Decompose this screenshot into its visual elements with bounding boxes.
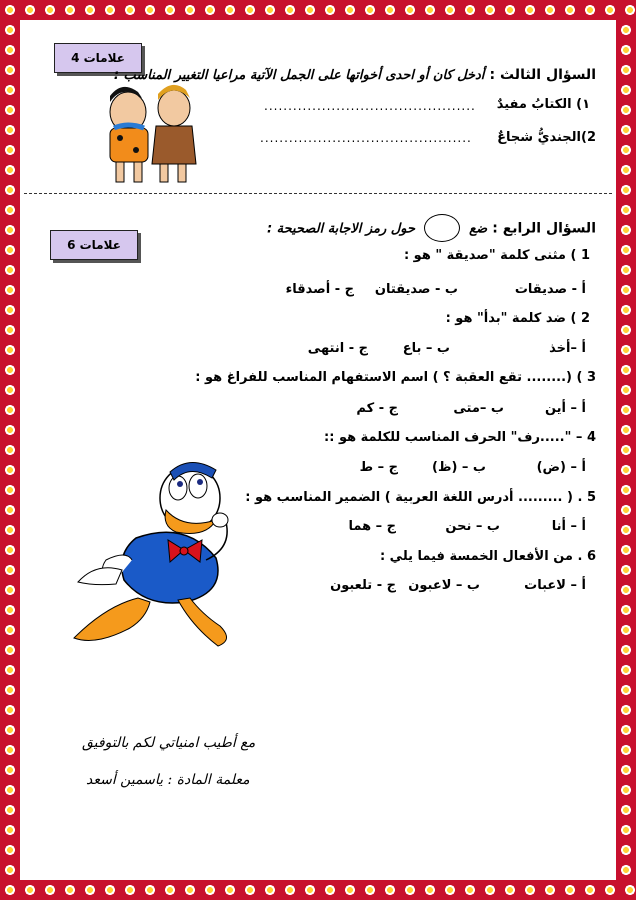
donald-duck-illustration (66, 450, 246, 655)
q4-title: السؤال الرابع : (492, 220, 596, 237)
q4-q3-option-a: أ – أين (544, 401, 586, 416)
q4-question-5: 5 . ( ......... أدرس اللغة العربية ) الضمير المناسب هو : (245, 490, 596, 505)
q4-q5-option-a: أ – أنا (551, 519, 586, 534)
q4-q5-option-c: ج – هما (348, 519, 396, 534)
q4-instruction-b: حول رمز الاجابة الصحيحة : (266, 221, 415, 237)
q4-instruction-a: ضع (469, 221, 488, 237)
q4-q4-option-a: أ – (ض) (536, 460, 586, 475)
q4-q3-option-c: ج - كم (356, 401, 398, 416)
q4-q3-option-b: ب –متى (453, 401, 504, 416)
footer-wishes: مع أطيب امنياتي لكم بالتوفيق (82, 735, 256, 751)
q3-item-2-label: 2)الجنديُّ شجاعٌ (497, 130, 596, 145)
page-border-bottom (0, 880, 636, 900)
q4-question-2: 2 ) ضد كلمة "بدأ" هو : (445, 311, 590, 326)
q3-heading (96, 64, 596, 83)
q4-q2-option-c: ج - انتهى (307, 341, 368, 356)
q3-title: السؤال الثالث : (489, 67, 596, 83)
page-border-top (0, 0, 636, 20)
q4-heading (236, 214, 596, 242)
flintstones-illustration (92, 72, 210, 188)
q4-q4-option-c: ج – ط (359, 460, 398, 475)
q3-item-2-blank: ............................................ (260, 131, 472, 145)
section-divider (24, 193, 612, 194)
page-border-left (0, 20, 20, 880)
q3-item-1-label: ١) الكتابُ مفيدٌ (496, 97, 590, 112)
q4-q5-option-b: ب – نحن (445, 519, 500, 534)
q4-marks-badge: 6 علامات (50, 230, 138, 260)
q4-q6-option-c: ج - تلعبون (330, 578, 396, 593)
q4-q2-option-a: أ –أخذ (549, 341, 586, 356)
q4-q2-option-b: ب – باع (402, 341, 450, 356)
q3-instruction: أدخل كان أو احدى أخواتها على الجمل الآتية مراعيا التغيير المناسب : (113, 68, 485, 83)
footer-teacher: معلمة المادة : ياسمين أسعد (86, 772, 250, 788)
q4-question-4: 4 – ".....رف" الحرف المناسب للكلمة هو :: (324, 430, 596, 445)
q4-q1-option-b: ب - صديقتان (374, 282, 458, 297)
q4-q6-option-a: أ – لاعبات (524, 578, 586, 593)
q3-marks-badge: 4 علامات (54, 43, 142, 73)
answer-circle-icon (424, 214, 460, 242)
q4-q1-option-a: أ - صديقات (514, 282, 586, 297)
q3-item-1-blank: ............................................ (264, 99, 476, 113)
q4-question-3: 3 ) (........ تقع العقبة ؟ ) اسم الاستفهام المناسب للفراغ هو : (195, 370, 596, 385)
q4-question-1: 1 ) مثنى كلمة "صديقة " هو : (403, 248, 590, 263)
q4-question-6: 6 . من الأفعال الخمسة فيما يلي : (379, 549, 596, 564)
page-border-right (616, 20, 636, 880)
q4-q6-option-b: ب – لاعبون (408, 578, 480, 593)
q4-q4-option-b: ب – (ظ) (432, 460, 486, 475)
q4-q1-option-c: ج - أصدقاء (285, 282, 354, 297)
